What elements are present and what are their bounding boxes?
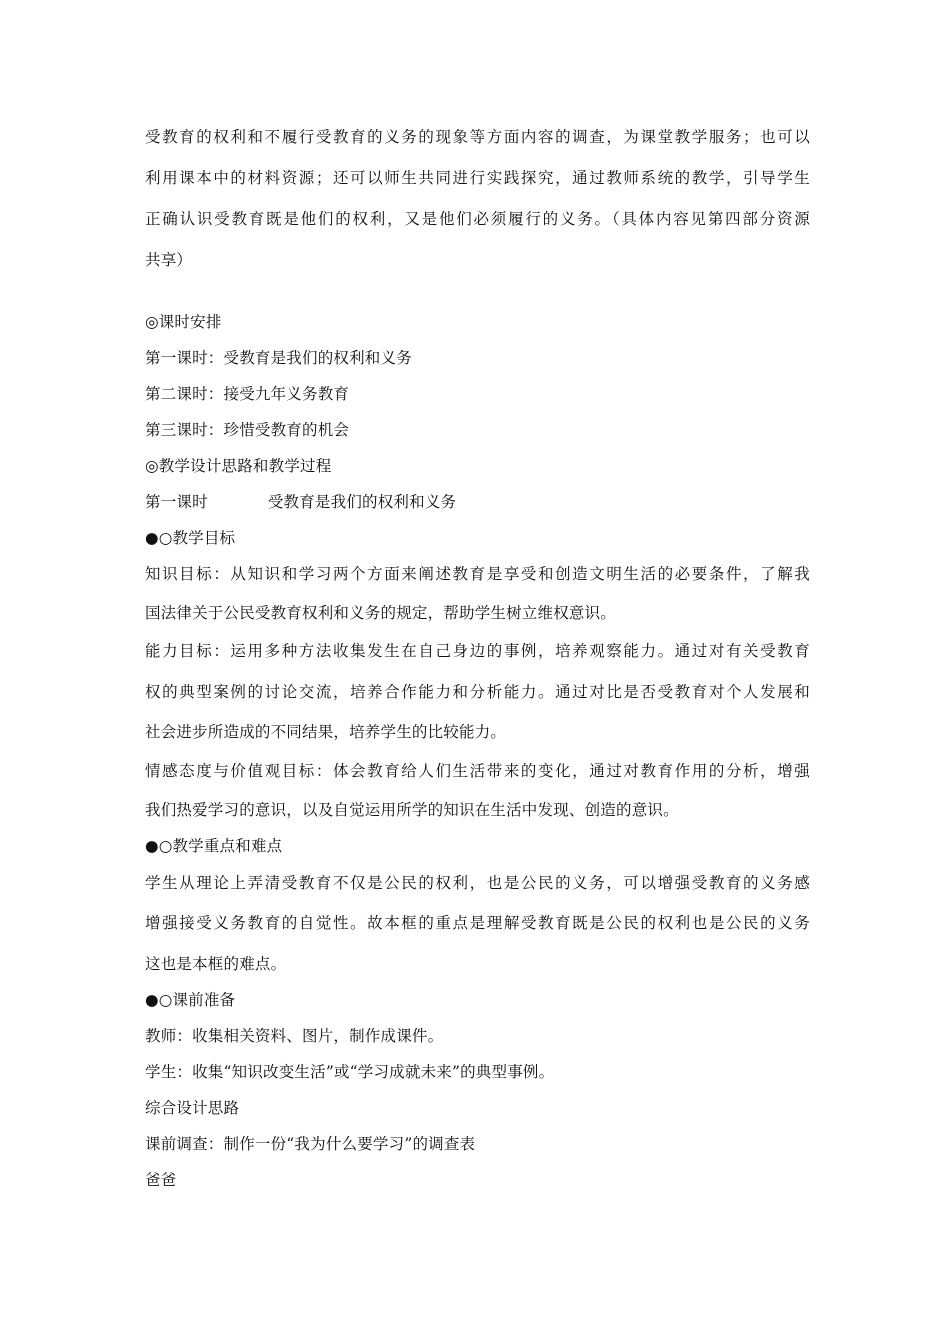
keypoints-heading: ●○教学重点和难点 [145,837,283,855]
goals-heading: ●○教学目标 [145,529,236,547]
goals-line-4: 权的典型案例的讨论交流，培养合作能力和分析能力。通过对比是否受教育对个人发展和 [145,683,810,701]
prep-heading: ●○课前准备 [145,991,236,1009]
design-heading: ◎教学设计思路和教学过程 [145,457,332,475]
goals-line-6: 情感态度与价值观目标：体会教育给人们生活带来的变化，通过对教育作用的分析，增强 [145,762,810,780]
prep-teacher: 教师：收集相关资料、图片，制作成课件。 [145,1027,444,1045]
survey-line: 课前调查：制作一份“我为什么要学习”的调查表 [145,1135,476,1153]
lesson-title-label: 第一课时 [145,493,208,511]
goals-line-2: 国法律关于公民受教育权利和义务的规定，帮助学生树立维权意识。 [145,604,617,622]
keypoints-line-2: 增强接受义务教育的自觉性。故本框的重点是理解受教育既是公民的权利也是公民的义务 [145,914,810,932]
schedule-item-3: 第三课时：珍惜受教育的机会 [145,421,350,439]
lesson-title-topic: 受教育是我们的权利和义务 [267,493,457,511]
schedule-heading: ◎课时安排 [145,313,222,331]
schedule-item-1: 第一课时：受教育是我们的权利和义务 [145,349,412,367]
goals-line-5: 社会进步所造成的不同结果，培养学生的比较能力。 [145,723,507,741]
keypoints-line-3: 这也是本框的难点。 [145,955,287,973]
prep-student: 学生：收集“知识改变生活”或“学习成就未来”的典型事例。 [145,1063,555,1081]
goals-line-1: 知识目标：从知识和学习两个方面来阐述教育是享受和创造文明生活的必要条件，了解我 [145,565,810,583]
goals-line-3: 能力目标：运用多种方法收集发生在自己身边的事例，培养观察能力。通过对有关受教育 [145,642,810,660]
keypoints-line-1: 学生从理论上弄清受教育不仅是公民的权利，也是公民的义务，可以增强受教育的义务感 [145,874,810,892]
intro-line-3: 正确认识受教育既是他们的权利，又是他们必须履行的义务。（具体内容见第四部分资源 [145,210,810,228]
intro-line-1: 受教育的权利和不履行受教育的义务的现象等方面内容的调查，为课堂教学服务；也可以 [145,128,810,146]
intro-line-2: 利用课本中的材料资源；还可以师生共同进行实践探究，通过教师系统的教学，引导学生 [145,169,810,187]
intro-line-4: 共享） [145,251,193,269]
design-idea: 综合设计思路 [145,1099,240,1117]
goals-line-7: 我们热爱学习的意识，以及自觉运用所学的知识在生活中发现、创造的意识。 [145,801,679,819]
lesson-title [145,492,810,512]
last-line: 爸爸 [145,1171,177,1189]
schedule-item-2: 第二课时：接受九年义务教育 [145,385,350,403]
